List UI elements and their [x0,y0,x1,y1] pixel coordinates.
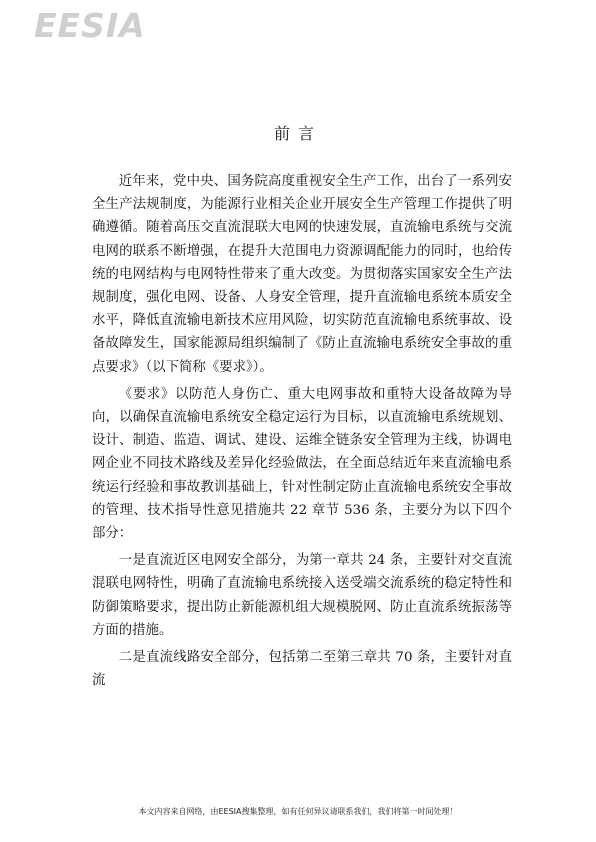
paragraph-part-two: 二是直流线路安全部分，包括第二至第三章共 70 条，主要针对直流 [92,650,512,689]
paragraph-part-one: 一是直流近区电网安全部分，为第一章共 24 条，主要针对交直流混联电网特性，明确了直流输电系统接入送受端交流系统的稳定特性和防御策略要求，提出防止新能源机组大规模脱网、防止直流系统振荡等方面的措施。 [92,553,512,638]
page-title: 前言 [273,124,322,143]
paragraph-requirements: 《要求》以防范人身伤亡、重大电网事故和重特大设备故障为导向，以确保直流输电系统安全稳定运行为目标，以直流输电系统规划、设计、制造、监造、调试、建设、运维全链条安全管理为主线，协调电网企业不同技术路线及差异化经验做法，在全面总结近年来直流输电系统运行经验和事故教训基础上，针对性制定防止直流输电系统安全事故的管理、技术指导性意见措施共 22 章节 536 条，主要分为以下四个部分： [92,386,512,542]
eesia-logo: EESIA [34,6,146,45]
document-body [92,170,512,692]
footer-notice: 本文内容来自网络，由EESIA搜集整理，如有任何异议请联系我们，我们将第一时间处理！ [138,807,458,816]
paragraph-intro: 近年来，党中央、国务院高度重视安全生产工作，出台了一系列安全生产法规制度，为能源行业相关企业开展安全生产管理工作提供了明确遵循。随着高压交直流混联大电网的快速发展，直流输电系统与交流电网的联系不断增强，在提升大范围电力资源调配能力的同时，也给传统的电网结构与电网特性带来了重大改变。为贯彻落实国家安全生产法规制度，强化电网、设备、人身安全管理，提升直流输电系统本质安全水平，降低直流输电新技术应用风险，切实防范直流输电系统事故、设备故障发生，国家能源局组织编制了《防止直流输电系统安全事故的重点要求》（以下简称《要求》）。 [92,174,512,375]
